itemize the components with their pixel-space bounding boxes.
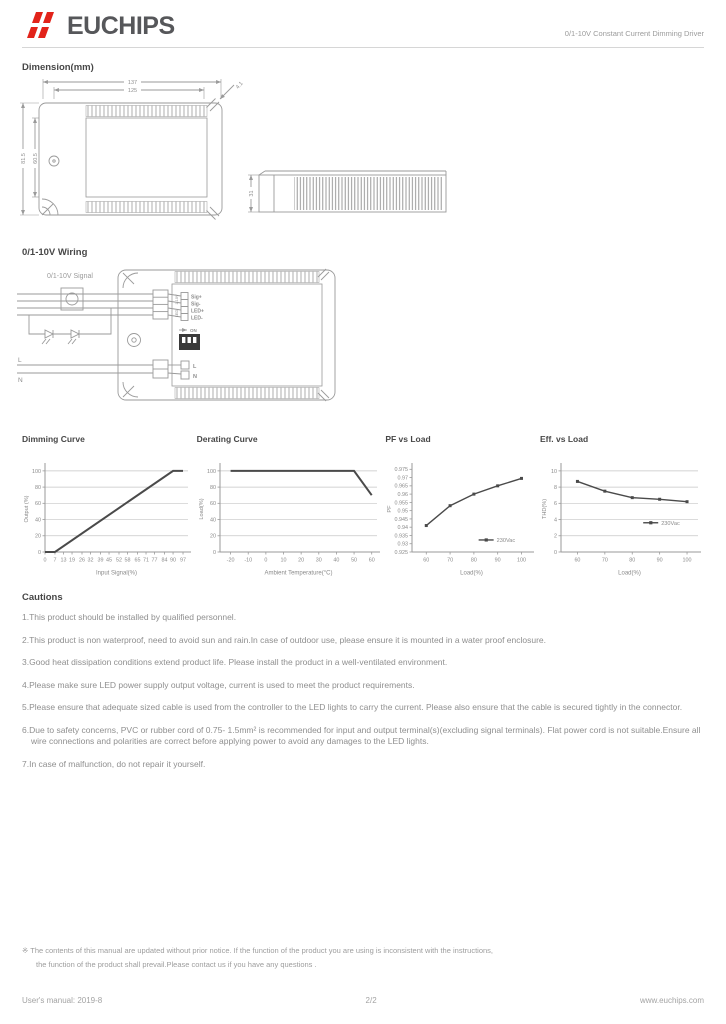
svg-text:32: 32: [87, 557, 94, 564]
svg-text:Ambient Temperature(°C): Ambient Temperature(°C): [264, 570, 333, 577]
terminal-group-signal: 1-10V: [175, 294, 179, 305]
caution-item-5: 5.Please ensure that adequate sized cable is used from the controller to the LED lights to carry the current. Please also ensure that the cable is secured tightly in the connector.: [22, 702, 683, 712]
chart-title: Dimming Curve: [22, 434, 85, 444]
svg-text:30: 30: [315, 557, 322, 564]
svg-text:19: 19: [69, 557, 76, 564]
svg-text:0.97: 0.97: [397, 475, 409, 482]
chart-derating-curve: [197, 434, 383, 576]
footnote-line-2: the function of the product shall prevail.Please contact us if you have any questions .: [36, 960, 317, 969]
mains-l-label: L: [18, 357, 22, 364]
svg-text:Load(%): Load(%): [460, 570, 484, 577]
dimension-labels: [21, 80, 255, 197]
svg-text:20: 20: [297, 557, 304, 564]
footnote-line-1: ※ The contents of this manual are updated without prior notice. If the function of the product you are using is inconsistent with the instructions,: [22, 946, 493, 955]
chart-title: Derating Curve: [196, 434, 258, 444]
svg-text:26: 26: [78, 557, 85, 564]
terminal-label-led-minus: LED-: [191, 315, 203, 322]
charts-row: [22, 434, 704, 576]
svg-text:0: 0: [38, 549, 41, 556]
svg-text:10: 10: [280, 557, 287, 564]
svg-text:0: 0: [264, 557, 268, 564]
svg-text:80: 80: [629, 557, 636, 564]
svg-text:4: 4: [553, 517, 557, 524]
dimension-section-title: Dimension(mm): [22, 62, 94, 73]
svg-text:Output (%): Output (%): [24, 495, 30, 523]
dim-inner-width: 125: [127, 88, 138, 94]
svg-text:8: 8: [553, 484, 557, 491]
dim-inner-height: 60.5: [33, 153, 39, 164]
svg-text:0.96: 0.96: [397, 492, 409, 499]
signal-source-label: 0/1-10V Signal: [47, 273, 93, 280]
brand-name: EUCHIPS: [67, 11, 175, 40]
terminal-group-led: LED: [175, 309, 179, 318]
dim-outer-height: 81.5: [21, 153, 27, 164]
svg-text:0.935: 0.935: [394, 533, 409, 540]
svg-text:60: 60: [35, 501, 41, 508]
svg-text:70: 70: [601, 557, 608, 564]
svg-text:100: 100: [32, 468, 41, 475]
wiring-section-title: 0/1-10V Wiring: [22, 247, 88, 258]
svg-text:90: 90: [656, 557, 663, 564]
svg-text:90: 90: [170, 557, 177, 564]
svg-text:80: 80: [209, 484, 216, 491]
svg-text:Load(%): Load(%): [618, 570, 641, 577]
side-view: [248, 171, 446, 212]
caution-item-6: 6.Due to safety concerns, PVC or rubber cord of 0.75- 1.5mm² is recommended for input and output terminal(s)(excluding signal terminals). Flat power cord is not suitable.Ensure all wire connections and polarities are correct before applying power to avoid any damages to the LED lights.: [22, 724, 701, 746]
wiring-lines: [17, 269, 335, 401]
header: [22, 0, 704, 48]
chart-eff-vs-load: [540, 434, 704, 576]
brand-logo: [22, 10, 175, 42]
mains-n-label: N: [18, 377, 23, 384]
svg-text:20: 20: [209, 533, 216, 540]
svg-text:65: 65: [134, 557, 141, 564]
chart-plot-derating: [197, 458, 383, 576]
svg-text:0.965: 0.965: [394, 483, 409, 490]
out-n-label: N: [193, 374, 197, 380]
footer-page-number: 2/2: [365, 996, 377, 1005]
chart-plot-pf: [385, 458, 537, 576]
svg-text:50: 50: [350, 557, 357, 564]
footer-bar: [22, 996, 704, 1005]
svg-text:45: 45: [106, 557, 113, 564]
dim-outer-width: 137: [127, 80, 138, 86]
svg-text:60: 60: [574, 557, 581, 564]
svg-text:10: 10: [550, 468, 557, 475]
caution-item-2: 2.This product is non waterproof, need to avoid sun and rain.In case of outdoor use, please ensure it is mounted in a water proof enclosure.: [22, 634, 547, 645]
svg-text:-10: -10: [243, 557, 252, 564]
dim-hole: 4.1: [234, 80, 245, 91]
svg-text:100: 100: [682, 557, 692, 564]
svg-text:6: 6: [553, 501, 557, 508]
svg-text:60: 60: [368, 557, 375, 564]
dimension-drawing: [14, 75, 474, 237]
svg-text:0.945: 0.945: [394, 516, 409, 523]
footer-website: www.euchips.com: [639, 996, 704, 1005]
svg-text:0: 0: [212, 549, 216, 556]
footer-manual-version: User's manual: 2019-8: [22, 996, 103, 1005]
svg-text:40: 40: [333, 557, 340, 564]
caution-item-3: 3.Good heat dissipation conditions extend product life. Please install the product in a well-ventilated environment.: [22, 657, 448, 667]
svg-text:77: 77: [151, 557, 158, 564]
svg-text:70: 70: [447, 557, 454, 564]
chart-dimming-curve: [22, 434, 194, 576]
svg-text:230Vac: 230Vac: [661, 520, 680, 527]
caution-item-4: 4.Please make sure LED power supply output voltage, current is used to meet the product requirements.: [22, 679, 415, 690]
terminal-label-sig-plus: Sig+: [191, 294, 202, 301]
chart-title: PF vs Load: [385, 434, 431, 444]
svg-text:90: 90: [494, 557, 501, 564]
chart-title: Eff. vs Load: [539, 434, 589, 444]
svg-text:THD(%): THD(%): [541, 498, 548, 520]
dim-depth: 31: [249, 190, 255, 197]
svg-text:0: 0: [43, 557, 47, 564]
svg-text:60: 60: [423, 557, 430, 564]
svg-text:-20: -20: [226, 557, 235, 564]
svg-text:0.925: 0.925: [394, 549, 409, 556]
euchips-logo-icon: [22, 10, 62, 42]
cautions-title: Cautions: [22, 592, 63, 603]
caution-item-7: 7.In case of malfunction, do not repair it yourself.: [22, 758, 206, 769]
terminal-label-led-plus: LED+: [191, 308, 204, 315]
product-title: 0/1-10V Constant Current Dimming Driver: [564, 29, 704, 38]
svg-text:39: 39: [97, 557, 104, 564]
svg-text:20: 20: [35, 533, 41, 540]
svg-text:100: 100: [206, 468, 216, 475]
svg-text:Load(%): Load(%): [198, 498, 205, 520]
chart-plot-eff: [540, 458, 704, 576]
svg-text:52: 52: [115, 557, 122, 564]
svg-text:0.93: 0.93: [397, 541, 409, 548]
svg-text:60: 60: [209, 501, 216, 508]
out-l-label: L: [193, 364, 197, 370]
svg-text:0.955: 0.955: [394, 500, 409, 507]
chart-pf-vs-load: [385, 434, 537, 576]
chart-canvas: [197, 458, 383, 576]
top-view: [20, 79, 234, 220]
svg-text:Input Signal(%): Input Signal(%): [95, 570, 138, 577]
svg-text:7: 7: [53, 557, 57, 564]
chart-canvas: [22, 458, 194, 576]
svg-text:2: 2: [553, 533, 557, 540]
svg-text:0.95: 0.95: [397, 508, 409, 515]
terminal-label-sig-minus: Sig-: [191, 301, 201, 308]
caution-item-1: 1.This product should be installed by qualified personnel.: [22, 612, 237, 622]
svg-text:0: 0: [553, 549, 557, 556]
svg-text:13: 13: [60, 557, 67, 564]
svg-text:80: 80: [471, 557, 478, 564]
svg-text:58: 58: [124, 557, 131, 564]
svg-text:97: 97: [180, 557, 187, 564]
svg-text:40: 40: [35, 517, 41, 524]
footnote: [22, 944, 704, 972]
svg-text:71: 71: [143, 557, 150, 564]
svg-text:100: 100: [517, 557, 527, 564]
svg-text:0.975: 0.975: [394, 467, 409, 474]
dip-on-label: ON: [190, 328, 197, 333]
svg-text:40: 40: [209, 517, 216, 524]
svg-text:230Vac: 230Vac: [496, 537, 516, 544]
svg-text:84: 84: [161, 557, 168, 564]
cautions-section: [22, 592, 704, 770]
svg-text:PF: PF: [387, 505, 394, 513]
chart-canvas: [540, 458, 704, 576]
wiring-diagram: [15, 260, 395, 410]
chart-canvas: [385, 458, 537, 576]
svg-text:80: 80: [35, 484, 41, 491]
svg-text:0.94: 0.94: [397, 525, 409, 532]
chart-plot-dimming: [22, 458, 194, 576]
